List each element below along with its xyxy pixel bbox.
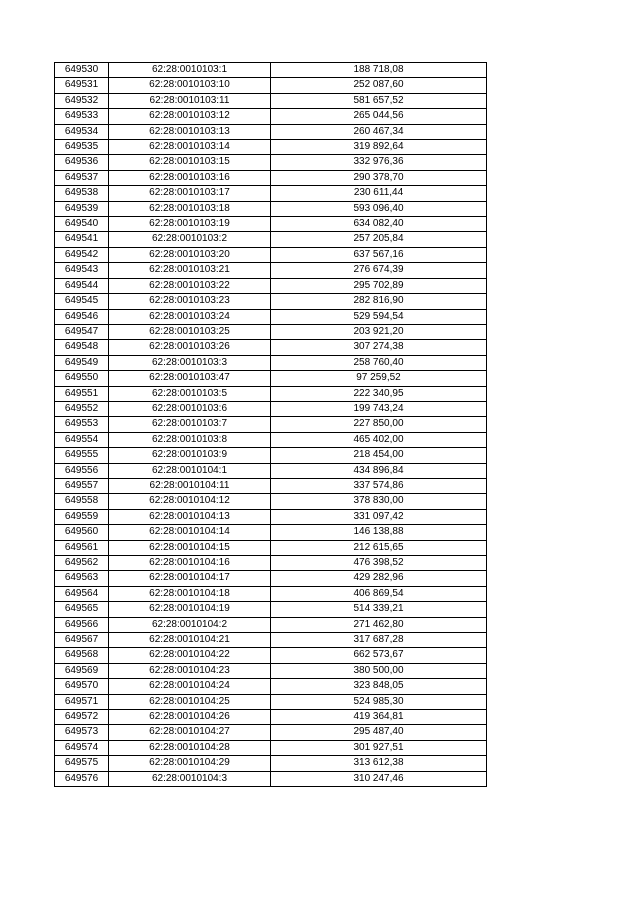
- cadastral-value-cell: 276 674,39: [271, 263, 487, 278]
- cadastral-value-cell: 282 816,90: [271, 294, 487, 309]
- row-number-cell: 649538: [55, 186, 109, 201]
- cadastral-number-cell: 62:28:0010103:17: [109, 186, 271, 201]
- row-number-cell: 649571: [55, 694, 109, 709]
- cadastral-value-cell: 465 402,00: [271, 432, 487, 447]
- row-number-cell: 649563: [55, 571, 109, 586]
- row-number-cell: 649547: [55, 324, 109, 339]
- table-row: [55, 170, 487, 185]
- cadastral-value-cell: 230 611,44: [271, 186, 487, 201]
- cadastral-value-cell: 323 848,05: [271, 679, 487, 694]
- cadastral-number-cell: 62:28:0010103:24: [109, 309, 271, 324]
- row-number-cell: 649542: [55, 247, 109, 262]
- cadastral-number-cell: 62:28:0010104:15: [109, 540, 271, 555]
- cadastral-number-cell: 62:28:0010103:20: [109, 247, 271, 262]
- row-number-cell: 649553: [55, 417, 109, 432]
- row-number-cell: 649572: [55, 710, 109, 725]
- cadastral-value-cell: 634 082,40: [271, 217, 487, 232]
- cadastral-value-cell: 222 340,95: [271, 386, 487, 401]
- cadastral-value-cell: 212 615,65: [271, 540, 487, 555]
- cadastral-number-cell: 62:28:0010103:2: [109, 232, 271, 247]
- row-number-cell: 649576: [55, 771, 109, 786]
- row-number-cell: 649568: [55, 648, 109, 663]
- row-number-cell: 649549: [55, 355, 109, 370]
- table-row: [55, 463, 487, 478]
- row-number-cell: 649546: [55, 309, 109, 324]
- cadastral-value-cell: 434 896,84: [271, 463, 487, 478]
- row-number-cell: 649533: [55, 109, 109, 124]
- cadastral-number-cell: 62:28:0010103:25: [109, 324, 271, 339]
- cadastral-number-cell: 62:28:0010103:15: [109, 155, 271, 170]
- cadastral-number-cell: 62:28:0010104:19: [109, 602, 271, 617]
- table-row: [55, 525, 487, 540]
- cadastral-value-cell: 188 718,08: [271, 63, 487, 78]
- row-number-cell: 649556: [55, 463, 109, 478]
- cadastral-number-cell: 62:28:0010104:2: [109, 617, 271, 632]
- cadastral-value-cell: 227 850,00: [271, 417, 487, 432]
- table-row: [55, 140, 487, 155]
- row-number-cell: 649548: [55, 340, 109, 355]
- cadastral-number-cell: 62:28:0010103:14: [109, 140, 271, 155]
- row-number-cell: 649554: [55, 432, 109, 447]
- cadastral-number-cell: 62:28:0010104:1: [109, 463, 271, 478]
- cadastral-value-cell: 317 687,28: [271, 633, 487, 648]
- row-number-cell: 649534: [55, 124, 109, 139]
- cadastral-value-cell: 514 339,21: [271, 602, 487, 617]
- table-row: [55, 602, 487, 617]
- table-row: [55, 556, 487, 571]
- row-number-cell: 649574: [55, 740, 109, 755]
- table-row: [55, 109, 487, 124]
- row-number-cell: 649535: [55, 140, 109, 155]
- row-number-cell: 649539: [55, 201, 109, 216]
- cadastral-number-cell: 62:28:0010104:3: [109, 771, 271, 786]
- cadastral-value-table-container: [54, 62, 486, 787]
- row-number-cell: 649564: [55, 586, 109, 601]
- cadastral-number-cell: 62:28:0010103:21: [109, 263, 271, 278]
- row-number-cell: 649551: [55, 386, 109, 401]
- cadastral-number-cell: 62:28:0010104:25: [109, 694, 271, 709]
- cadastral-number-cell: 62:28:0010104:16: [109, 556, 271, 571]
- table-row: [55, 217, 487, 232]
- table-row: [55, 771, 487, 786]
- cadastral-number-cell: 62:28:0010104:24: [109, 679, 271, 694]
- row-number-cell: 649540: [55, 217, 109, 232]
- table-row: [55, 201, 487, 216]
- cadastral-value-cell: 146 138,88: [271, 525, 487, 540]
- cadastral-number-cell: 62:28:0010103:13: [109, 124, 271, 139]
- cadastral-number-cell: 62:28:0010104:22: [109, 648, 271, 663]
- row-number-cell: 649557: [55, 478, 109, 493]
- cadastral-value-cell: 662 573,67: [271, 648, 487, 663]
- cadastral-value-cell: 529 594,54: [271, 309, 487, 324]
- cadastral-number-cell: 62:28:0010103:8: [109, 432, 271, 447]
- cadastral-number-cell: 62:28:0010103:10: [109, 78, 271, 93]
- table-row: [55, 663, 487, 678]
- table-row: [55, 186, 487, 201]
- table-body: [55, 63, 487, 787]
- table-row: [55, 694, 487, 709]
- table-row: [55, 494, 487, 509]
- table-row: [55, 324, 487, 339]
- table-row: [55, 679, 487, 694]
- cadastral-value-cell: 301 927,51: [271, 740, 487, 755]
- cadastral-value-cell: 419 364,81: [271, 710, 487, 725]
- cadastral-value-cell: 295 487,40: [271, 725, 487, 740]
- cadastral-value-cell: 295 702,89: [271, 278, 487, 293]
- table-row: [55, 571, 487, 586]
- row-number-cell: 649558: [55, 494, 109, 509]
- cadastral-number-cell: 62:28:0010103:16: [109, 170, 271, 185]
- table-row: [55, 263, 487, 278]
- cadastral-value-cell: 429 282,96: [271, 571, 487, 586]
- table-row: [55, 124, 487, 139]
- cadastral-number-cell: 62:28:0010104:18: [109, 586, 271, 601]
- cadastral-number-cell: 62:28:0010104:11: [109, 478, 271, 493]
- cadastral-value-cell: 307 274,38: [271, 340, 487, 355]
- cadastral-value-cell: 406 869,54: [271, 586, 487, 601]
- table-row: [55, 756, 487, 771]
- cadastral-number-cell: 62:28:0010104:12: [109, 494, 271, 509]
- table-row: [55, 740, 487, 755]
- row-number-cell: 649555: [55, 448, 109, 463]
- cadastral-number-cell: 62:28:0010104:23: [109, 663, 271, 678]
- cadastral-number-cell: 62:28:0010103:26: [109, 340, 271, 355]
- cadastral-number-cell: 62:28:0010104:13: [109, 509, 271, 524]
- row-number-cell: 649552: [55, 401, 109, 416]
- cadastral-value-cell: 637 567,16: [271, 247, 487, 262]
- row-number-cell: 649560: [55, 525, 109, 540]
- table-row: [55, 78, 487, 93]
- row-number-cell: 649570: [55, 679, 109, 694]
- cadastral-value-cell: 310 247,46: [271, 771, 487, 786]
- cadastral-number-cell: 62:28:0010103:6: [109, 401, 271, 416]
- cadastral-number-cell: 62:28:0010104:28: [109, 740, 271, 755]
- cadastral-value-cell: 581 657,52: [271, 93, 487, 108]
- table-row: [55, 617, 487, 632]
- row-number-cell: 649544: [55, 278, 109, 293]
- cadastral-number-cell: 62:28:0010103:23: [109, 294, 271, 309]
- table-row: [55, 340, 487, 355]
- cadastral-value-cell: 218 454,00: [271, 448, 487, 463]
- row-number-cell: 649575: [55, 756, 109, 771]
- table-row: [55, 633, 487, 648]
- cadastral-number-cell: 62:28:0010103:18: [109, 201, 271, 216]
- cadastral-number-cell: 62:28:0010104:29: [109, 756, 271, 771]
- row-number-cell: 649565: [55, 602, 109, 617]
- table-row: [55, 648, 487, 663]
- cadastral-number-cell: 62:28:0010104:21: [109, 633, 271, 648]
- table-row: [55, 247, 487, 262]
- row-number-cell: 649550: [55, 371, 109, 386]
- table-row: [55, 725, 487, 740]
- row-number-cell: 649566: [55, 617, 109, 632]
- cadastral-number-cell: 62:28:0010103:3: [109, 355, 271, 370]
- row-number-cell: 649536: [55, 155, 109, 170]
- cadastral-value-cell: 271 462,80: [271, 617, 487, 632]
- cadastral-value-cell: 331 097,42: [271, 509, 487, 524]
- cadastral-value-cell: 290 378,70: [271, 170, 487, 185]
- cadastral-value-cell: 260 467,34: [271, 124, 487, 139]
- table-row: [55, 63, 487, 78]
- row-number-cell: 649562: [55, 556, 109, 571]
- cadastral-number-cell: 62:28:0010104:17: [109, 571, 271, 586]
- table-row: [55, 710, 487, 725]
- table-row: [55, 478, 487, 493]
- table-row: [55, 386, 487, 401]
- cadastral-value-cell: 378 830,00: [271, 494, 487, 509]
- row-number-cell: 649569: [55, 663, 109, 678]
- cadastral-value-cell: 524 985,30: [271, 694, 487, 709]
- cadastral-number-cell: 62:28:0010103:47: [109, 371, 271, 386]
- cadastral-number-cell: 62:28:0010103:9: [109, 448, 271, 463]
- cadastral-value-cell: 97 259,52: [271, 371, 487, 386]
- row-number-cell: 649573: [55, 725, 109, 740]
- row-number-cell: 649531: [55, 78, 109, 93]
- row-number-cell: 649537: [55, 170, 109, 185]
- cadastral-value-cell: 265 044,56: [271, 109, 487, 124]
- table-row: [55, 417, 487, 432]
- cadastral-value-cell: 319 892,64: [271, 140, 487, 155]
- table-row: [55, 155, 487, 170]
- cadastral-number-cell: 62:28:0010104:26: [109, 710, 271, 725]
- table-row: [55, 432, 487, 447]
- table-row: [55, 448, 487, 463]
- cadastral-number-cell: 62:28:0010104:27: [109, 725, 271, 740]
- cadastral-value-cell: 252 087,60: [271, 78, 487, 93]
- cadastral-value-cell: 257 205,84: [271, 232, 487, 247]
- cadastral-number-cell: 62:28:0010103:11: [109, 93, 271, 108]
- table-row: [55, 371, 487, 386]
- cadastral-number-cell: 62:28:0010103:7: [109, 417, 271, 432]
- table-row: [55, 586, 487, 601]
- table-row: [55, 278, 487, 293]
- cadastral-value-cell: 313 612,38: [271, 756, 487, 771]
- row-number-cell: 649567: [55, 633, 109, 648]
- cadastral-value-cell: 476 398,52: [271, 556, 487, 571]
- table-row: [55, 294, 487, 309]
- cadastral-number-cell: 62:28:0010103:5: [109, 386, 271, 401]
- cadastral-number-cell: 62:28:0010103:12: [109, 109, 271, 124]
- cadastral-number-cell: 62:28:0010104:14: [109, 525, 271, 540]
- row-number-cell: 649561: [55, 540, 109, 555]
- cadastral-number-cell: 62:28:0010103:22: [109, 278, 271, 293]
- row-number-cell: 649543: [55, 263, 109, 278]
- cadastral-value-cell: 258 760,40: [271, 355, 487, 370]
- row-number-cell: 649545: [55, 294, 109, 309]
- cadastral-value-cell: 380 500,00: [271, 663, 487, 678]
- table-row: [55, 540, 487, 555]
- row-number-cell: 649541: [55, 232, 109, 247]
- cadastral-value-table: [54, 62, 487, 787]
- cadastral-value-cell: 203 921,20: [271, 324, 487, 339]
- table-row: [55, 509, 487, 524]
- row-number-cell: 649530: [55, 63, 109, 78]
- table-row: [55, 355, 487, 370]
- table-row: [55, 401, 487, 416]
- table-row: [55, 232, 487, 247]
- row-number-cell: 649532: [55, 93, 109, 108]
- cadastral-value-cell: 199 743,24: [271, 401, 487, 416]
- cadastral-value-cell: 593 096,40: [271, 201, 487, 216]
- cadastral-number-cell: 62:28:0010103:1: [109, 63, 271, 78]
- table-row: [55, 93, 487, 108]
- row-number-cell: 649559: [55, 509, 109, 524]
- cadastral-value-cell: 337 574,86: [271, 478, 487, 493]
- cadastral-number-cell: 62:28:0010103:19: [109, 217, 271, 232]
- table-row: [55, 309, 487, 324]
- cadastral-value-cell: 332 976,36: [271, 155, 487, 170]
